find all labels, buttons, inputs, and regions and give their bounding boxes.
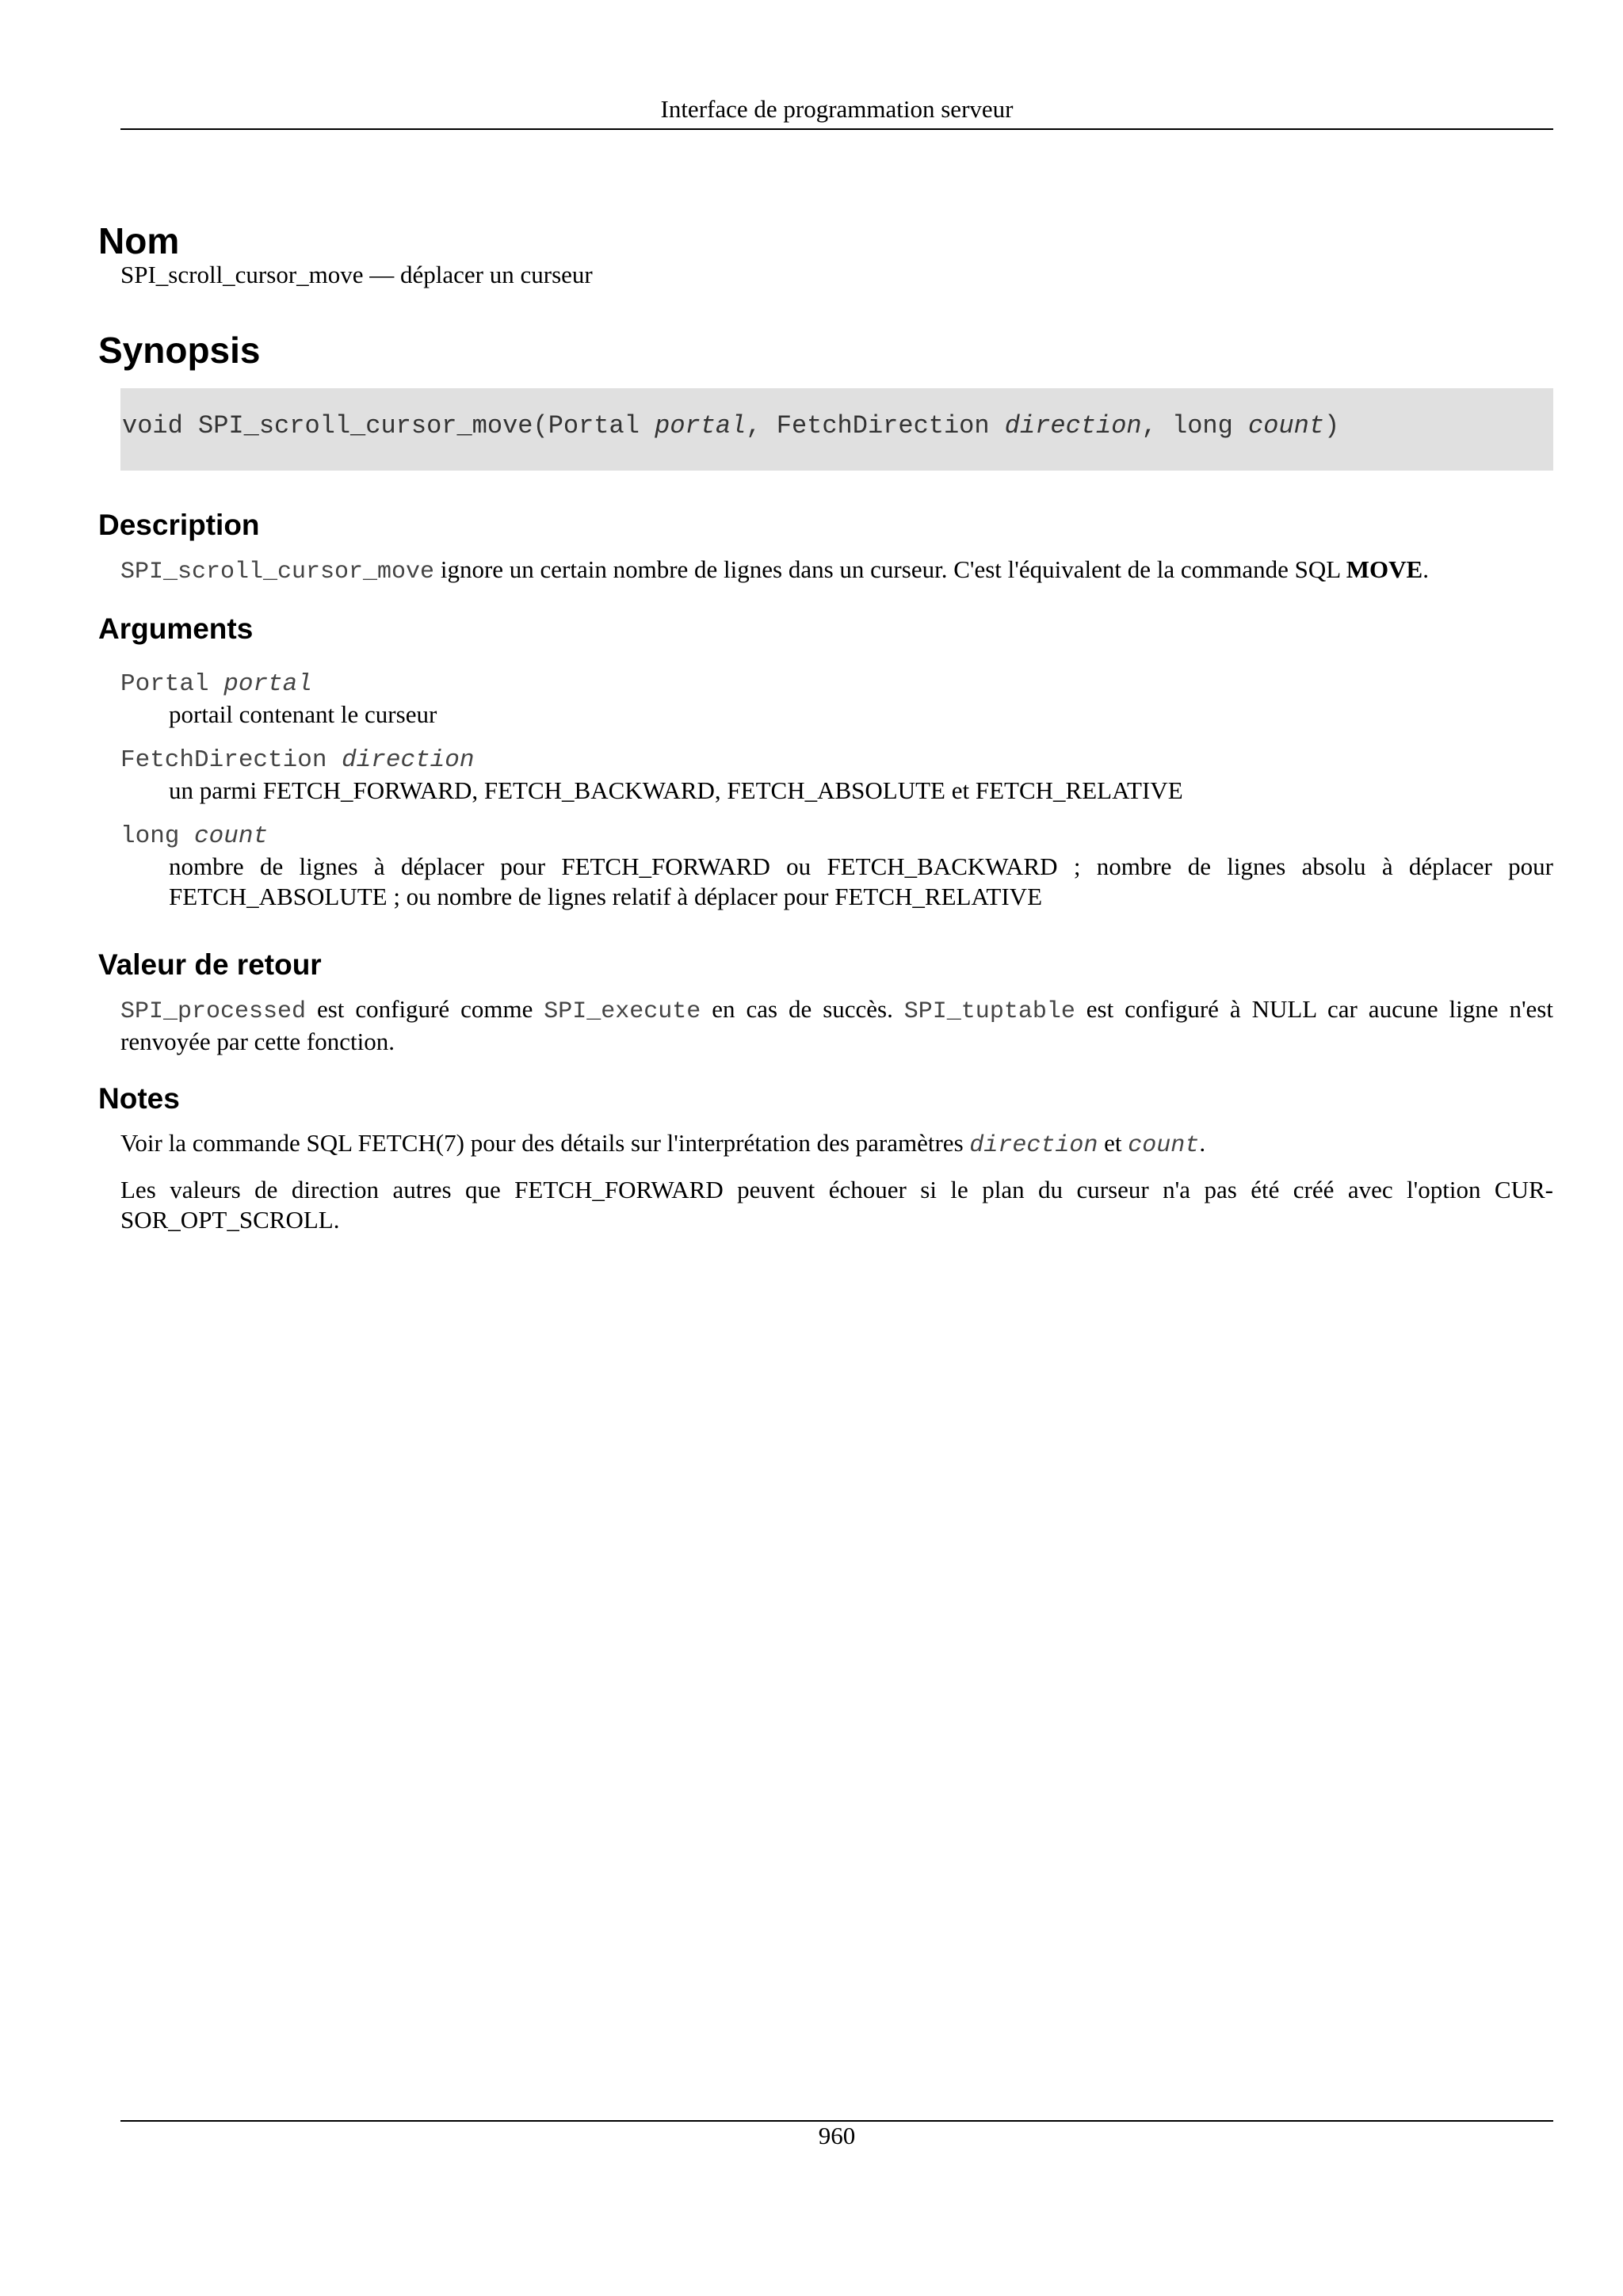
synopsis-code-sep2: , long [1141,411,1249,441]
page-content [98,219,1553,1235]
argument-description: un parmi FETCH_FORWARD, FETCH_BACKWARD, FETCH_ABSOLUTE et FETCH_RELATIVE [169,776,1183,804]
running-header: Interface de programmation serveur [660,95,1014,123]
argument-name: direction [342,746,475,774]
valeur-retour-text [120,994,1553,1057]
valeur-retour-text-3: est configuré à NULL car aucune ligne n'est renvoyée par cette fonction. [120,995,1553,1055]
argument-term [120,822,1553,852]
code-spi-execute: SPI_execute [544,998,701,1025]
notes-paragraph-1 [120,1128,1553,1161]
synopsis-code-block [120,388,1553,471]
notes-p1-mid: et [1098,1129,1128,1157]
description-body: ignore un certain nombre de lignes dans un curseur. C'est l'équivalent de la commande SQL [434,555,1346,583]
argument-description: portail contenant le curseur [169,700,437,728]
argument-item-portal [98,669,1553,730]
synopsis-arg-portal: portal [655,411,747,441]
argument-item-direction [98,746,1553,806]
header-rule [120,128,1553,130]
code-spi-processed: SPI_processed [120,998,307,1025]
code-spi-tuptable: SPI_tuptable [903,998,1075,1025]
argument-type: FetchDirection [120,746,327,774]
nom-text: SPI_scroll_cursor_move — déplacer un curseur [120,261,593,288]
argument-type: Portal [120,670,209,698]
arguments-heading: Arguments [98,612,254,645]
description-text [120,555,1553,587]
synopsis-code-prefix: void SPI_scroll_cursor_move(Portal [122,411,655,441]
nom-heading: Nom [98,220,180,261]
description-end: . [1423,555,1429,583]
argument-term [120,669,1553,700]
argument-item-count [98,822,1553,912]
argument-type: long [120,822,180,850]
synopsis-arg-count: count [1248,411,1325,441]
synopsis-code-sep1: , FetchDirection [746,411,1005,441]
description-command: MOVE [1346,555,1423,583]
synopsis-heading: Synopsis [98,330,261,371]
page-number: 960 [818,2122,856,2149]
argument-name: count [194,822,269,850]
notes-paragraph-2: Les valeurs de direction autres que FETCH_FORWARD peuvent échouer si le plan du curseur n'a pas été créé avec l'option CUR-SOR_OPT_SCROLL. [120,1176,1553,1234]
notes-code-direction: direction [969,1132,1098,1159]
description-heading: Description [98,509,260,541]
synopsis-arg-direction: direction [1004,411,1142,441]
notes-p1-text: Voir la commande SQL FETCH(7) pour des détails sur l'interprétation des paramètres [120,1129,970,1157]
valeur-retour-text-2: en cas de succès. [701,995,904,1023]
notes-heading: Notes [98,1082,180,1115]
valeur-retour-heading: Valeur de retour [98,948,322,981]
notes-p1-end: . [1199,1129,1206,1157]
argument-name: portal [223,670,312,698]
synopsis-code-suffix: ) [1324,411,1340,441]
valeur-retour-text-1: est configuré comme [306,995,544,1023]
notes-code-count: count [1128,1132,1200,1159]
description-func-name: SPI_scroll_cursor_move [120,559,435,585]
argument-description: nombre de lignes à déplacer pour FETCH_FORWARD ou FETCH_BACKWARD ; nombre de lignes absolu à déplacer pour FETCH_ABSOLUTE ; ou nombre de lignes relatif à déplacer pour FETCH_RELATIVE [169,852,1553,910]
argument-term [120,746,1553,776]
